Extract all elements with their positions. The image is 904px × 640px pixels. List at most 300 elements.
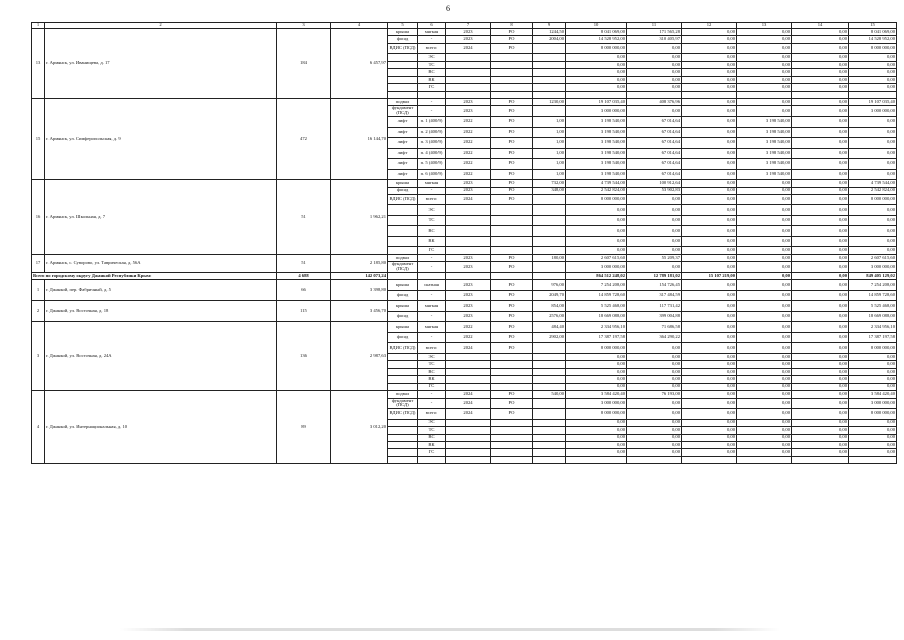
cost-col14-cell: 0,00 — [792, 391, 849, 398]
quantity-cell: 2049,70 — [533, 290, 566, 301]
total-v10: 864 512 248,02 — [566, 272, 627, 279]
work-detail-cell: ГС — [418, 449, 446, 456]
total-cost-cell: 14 859 728,60 — [566, 290, 627, 301]
quantity-cell — [533, 43, 566, 54]
cost-col15-cell: 8 000 000,00 — [849, 409, 897, 420]
cost-col13-cell: 0,00 — [737, 205, 792, 216]
source-cell: РО — [491, 127, 533, 138]
year-cell: 2022 — [446, 127, 491, 138]
cost-col12-cell: 0,00 — [682, 54, 737, 61]
total-cost-cell: 2 334 956,10 — [566, 322, 627, 333]
quantity-cell — [533, 353, 566, 360]
cost-col13-cell: 0,00 — [737, 180, 792, 187]
work-detail-cell: ГС — [418, 247, 446, 254]
source-cell: РО — [491, 169, 533, 180]
source-cell — [491, 427, 533, 434]
apartments-cell: 184 — [277, 29, 331, 99]
area-cell: 3 456,70 — [331, 301, 388, 322]
work-detail-cell: всего: — [418, 43, 446, 54]
cost-col14-cell: 0,00 — [792, 69, 849, 76]
cost-col14-cell: 0,00 — [792, 262, 849, 273]
source-cell — [491, 226, 533, 237]
quantity-cell — [533, 236, 566, 247]
cost-col15-cell: 3 000 000,00 — [849, 106, 897, 117]
source-cell: РО — [491, 409, 533, 420]
cost-col14-cell: 0,00 — [792, 43, 849, 54]
cost-col15-cell: 14 528 952,00 — [849, 36, 897, 43]
quantity-cell — [533, 449, 566, 456]
year-cell — [446, 61, 491, 68]
apartments-cell: 115 — [277, 301, 331, 322]
table-body — [32, 23, 897, 464]
cost-col11-cell: 0,00 — [627, 353, 682, 360]
address-cell: г. Армянск, ул. Иванищева, д. 17 — [45, 29, 277, 99]
cost-col14-cell: 0,00 — [792, 398, 849, 409]
cost-col13-cell: 0,00 — [737, 226, 792, 237]
cost-col11-cell: 0,00 — [627, 434, 682, 441]
cost-col15-cell: 0,00 — [849, 368, 897, 375]
cost-col15-cell: 3 584 420,40 — [849, 391, 897, 398]
total-v13: 0,00 — [737, 272, 792, 279]
total-cost-cell: 0,00 — [566, 449, 627, 456]
cost-col14-cell: 0,00 — [792, 180, 849, 187]
work-type-cell — [388, 54, 418, 61]
cost-col13-cell: 3 198 540,00 — [737, 169, 792, 180]
cost-col14-cell — [792, 456, 849, 463]
cost-col13-cell: 3 198 540,00 — [737, 127, 792, 138]
work-type-cell: подвал — [388, 254, 418, 261]
total-cost-cell: 3 000 000,00 — [566, 106, 627, 117]
cost-col11-cell: 67 014,64 — [627, 169, 682, 180]
work-detail-cell: ТС — [418, 61, 446, 68]
cost-col12-cell: 0,00 — [682, 247, 737, 254]
cost-col13-cell: 0,00 — [737, 343, 792, 354]
empty-cell — [491, 272, 533, 279]
cost-col14-cell: 0,00 — [792, 368, 849, 375]
work-type-cell — [388, 383, 418, 390]
total-cost-cell: 0,00 — [566, 376, 627, 383]
cost-col14-cell: 0,00 — [792, 205, 849, 216]
cost-col14-cell: 0,00 — [792, 106, 849, 117]
work-type-cell — [388, 69, 418, 76]
total-cost-cell: 0,00 — [566, 427, 627, 434]
work-type-cell: лифт — [388, 169, 418, 180]
source-cell: РО — [491, 398, 533, 409]
total-cost-cell: 3 000 000,00 — [566, 398, 627, 409]
work-type-cell — [388, 361, 418, 368]
source-cell — [491, 215, 533, 226]
work-detail-cell: ВС — [418, 69, 446, 76]
row-number: 17 — [32, 254, 45, 272]
row-number: 2 — [32, 301, 45, 322]
cost-col12-cell: 0,00 — [682, 236, 737, 247]
table-row — [32, 301, 897, 312]
work-type-cell: ВДИС (ПСД) — [388, 194, 418, 205]
cost-col12-cell: 0,00 — [682, 36, 737, 43]
cost-col11-cell: 0,00 — [627, 247, 682, 254]
year-cell — [446, 69, 491, 76]
empty-cell — [446, 272, 491, 279]
cost-col15-cell: 0,00 — [849, 84, 897, 91]
source-cell — [491, 456, 533, 463]
total-apartments: 4 688 — [277, 272, 331, 279]
quantity-cell — [533, 226, 566, 237]
work-detail-cell: мягкая — [418, 180, 446, 187]
area-cell: 2 185,80 — [331, 254, 388, 272]
cost-col11-cell: 0,00 — [627, 84, 682, 91]
apartments-cell: 136 — [277, 322, 331, 391]
cost-col12-cell: 0,00 — [682, 332, 737, 343]
col-header: 15 — [849, 23, 897, 29]
source-cell: РО — [491, 311, 533, 322]
work-detail-cell: всего: — [418, 343, 446, 354]
total-cost-cell: 0,00 — [566, 419, 627, 426]
cost-col11-cell: 0,00 — [627, 409, 682, 420]
empty-cell — [533, 272, 566, 279]
work-detail-cell: ВС — [418, 368, 446, 375]
work-detail-cell: ВК — [418, 441, 446, 448]
cost-col11-cell: 0,00 — [627, 194, 682, 205]
total-cost-cell: 18 669 088,00 — [566, 311, 627, 322]
work-type-cell: лифт — [388, 127, 418, 138]
cost-col15-cell: 0,00 — [849, 215, 897, 226]
cost-col15-cell: 0,00 — [849, 353, 897, 360]
quantity-cell — [533, 61, 566, 68]
cost-col11-cell: 0,00 — [627, 441, 682, 448]
cost-col14-cell: 0,00 — [792, 187, 849, 194]
cost-col12-cell: 0,00 — [682, 322, 737, 333]
cost-col12-cell: 0,00 — [682, 159, 737, 170]
cost-col14-cell: 0,00 — [792, 409, 849, 420]
cost-col11-cell: 0,00 — [627, 343, 682, 354]
year-cell — [446, 84, 491, 91]
source-cell: РО — [491, 43, 533, 54]
work-detail-cell: ГС — [418, 383, 446, 390]
table-row — [32, 254, 897, 261]
col-header: 1 — [32, 23, 45, 29]
cost-col12-cell: 0,00 — [682, 84, 737, 91]
cost-col13-cell: 0,00 — [737, 434, 792, 441]
total-cost-cell: 8 000 000,00 — [566, 43, 627, 54]
cost-col12-cell: 0,00 — [682, 391, 737, 398]
cost-col11-cell: 364 290,22 — [627, 332, 682, 343]
cost-col14-cell: 0,00 — [792, 254, 849, 261]
source-cell — [491, 205, 533, 216]
cost-col13-cell: 0,00 — [737, 322, 792, 333]
work-type-cell: лифт — [388, 138, 418, 149]
cost-col13-cell: 0,00 — [737, 353, 792, 360]
quantity-cell: 976,00 — [533, 280, 566, 291]
work-detail-cell: ВС — [418, 434, 446, 441]
cost-col15-cell: 19 107 035,40 — [849, 99, 897, 106]
cost-col14-cell: 0,00 — [792, 322, 849, 333]
quantity-cell — [533, 441, 566, 448]
source-cell — [491, 376, 533, 383]
work-type-cell — [388, 84, 418, 91]
cost-col15-cell: 0,00 — [849, 148, 897, 159]
table-row — [32, 280, 897, 291]
quantity-cell — [533, 205, 566, 216]
year-cell — [446, 434, 491, 441]
row-number: 4 — [32, 391, 45, 464]
cost-col15-cell: 4 739 544,00 — [849, 180, 897, 187]
col-header: 11 — [627, 23, 682, 29]
total-label: Всего по городскому округу Джанкой Республики Крым: — [32, 272, 277, 279]
table-row — [32, 180, 897, 187]
quantity-cell — [533, 456, 566, 463]
source-cell: РО — [491, 148, 533, 159]
cost-col15-cell: 0,00 — [849, 427, 897, 434]
cost-col11-cell: 0,00 — [627, 419, 682, 426]
year-cell: 2023 — [446, 290, 491, 301]
work-detail-cell: п. 5 (400/9) — [418, 159, 446, 170]
cost-col13-cell: 3 198 540,00 — [737, 148, 792, 159]
work-detail-cell: ЭС — [418, 205, 446, 216]
cost-col15-cell: 0,00 — [849, 169, 897, 180]
year-cell — [446, 368, 491, 375]
work-type-cell: фасад — [388, 332, 418, 343]
cost-col13-cell: 3 198 540,00 — [737, 138, 792, 149]
work-detail-cell: п. 2 (400/9) — [418, 127, 446, 138]
year-cell — [446, 419, 491, 426]
col-header: 14 — [792, 23, 849, 29]
cost-col13-cell: 0,00 — [737, 398, 792, 409]
cost-col11-cell: 53 902,83 — [627, 187, 682, 194]
year-cell — [446, 376, 491, 383]
total-cost-cell: 3 198 540,00 — [566, 159, 627, 170]
total-v14: 0,00 — [792, 272, 849, 279]
quantity-cell: 2576,00 — [533, 311, 566, 322]
cost-col15-cell: 0,00 — [849, 54, 897, 61]
cost-col12-cell: 0,00 — [682, 106, 737, 117]
cost-col11-cell: 0,00 — [627, 76, 682, 83]
source-cell: РО — [491, 99, 533, 106]
quantity-cell — [533, 383, 566, 390]
work-type-cell — [388, 427, 418, 434]
total-cost-cell: 0,00 — [566, 84, 627, 91]
scan-artifact — [120, 628, 780, 631]
work-detail-cell: мягкая — [418, 322, 446, 333]
cost-col13-cell: 0,00 — [737, 29, 792, 36]
cost-col11-cell: 0,00 — [627, 376, 682, 383]
quantity-cell — [533, 69, 566, 76]
cost-col12-cell: 0,00 — [682, 99, 737, 106]
cost-col15-cell: 0,00 — [849, 226, 897, 237]
year-cell — [446, 441, 491, 448]
quantity-cell — [533, 343, 566, 354]
total-v12: 15 107 219,00 — [682, 272, 737, 279]
source-cell — [491, 236, 533, 247]
total-cost-cell: 3 198 540,00 — [566, 148, 627, 159]
total-cost-cell: 8 041 069,00 — [566, 29, 627, 36]
cost-col13-cell — [737, 456, 792, 463]
total-cost-cell: 0,00 — [566, 441, 627, 448]
work-type-cell: подвал — [388, 99, 418, 106]
work-type-cell — [388, 215, 418, 226]
row-number: 3 — [32, 322, 45, 391]
source-cell: РО — [491, 194, 533, 205]
cost-col12-cell: 0,00 — [682, 69, 737, 76]
quantity-cell — [533, 368, 566, 375]
source-cell — [491, 441, 533, 448]
work-type-cell: ВДИС (ПСД) — [388, 409, 418, 420]
work-detail-cell: мягкая — [418, 301, 446, 312]
cost-col12-cell: 0,00 — [682, 205, 737, 216]
year-cell — [446, 427, 491, 434]
cost-col14-cell: 0,00 — [792, 194, 849, 205]
cost-col15-cell: 8 000 000,00 — [849, 194, 897, 205]
cost-col13-cell: 0,00 — [737, 106, 792, 117]
cost-col12-cell: 0,00 — [682, 127, 737, 138]
cost-col11-cell: 0,00 — [627, 106, 682, 117]
source-cell: РО — [491, 106, 533, 117]
quantity-cell: 732,00 — [533, 180, 566, 187]
total-cost-cell: 5 525 468,00 — [566, 301, 627, 312]
cost-col11-cell: 0,00 — [627, 449, 682, 456]
cost-col14-cell: 0,00 — [792, 353, 849, 360]
cost-col15-cell: 7 254 208,00 — [849, 280, 897, 291]
work-type-cell — [388, 434, 418, 441]
work-type-cell — [388, 91, 418, 98]
work-detail-cell: - — [418, 332, 446, 343]
cost-col15-cell: 8 041 069,00 — [849, 29, 897, 36]
cost-col12-cell: 0,00 — [682, 280, 737, 291]
cost-col12-cell: 0,00 — [682, 254, 737, 261]
quantity-cell: 1,00 — [533, 117, 566, 128]
cost-col15-cell: 0,00 — [849, 236, 897, 247]
work-type-cell: крыша — [388, 301, 418, 312]
cost-col13-cell: 0,00 — [737, 84, 792, 91]
cost-col14-cell: 0,00 — [792, 311, 849, 322]
quantity-cell: 1230,00 — [533, 99, 566, 106]
cost-col15-cell: 0,00 — [849, 247, 897, 254]
cost-col15-cell: 8 000 000,00 — [849, 43, 897, 54]
work-type-cell: крыша — [388, 322, 418, 333]
cost-col13-cell: 0,00 — [737, 361, 792, 368]
source-cell: РО — [491, 262, 533, 273]
table-row — [32, 99, 897, 106]
cost-col13-cell — [737, 91, 792, 98]
cost-col12-cell: 0,00 — [682, 180, 737, 187]
work-type-cell — [388, 61, 418, 68]
cost-col11-cell: 0,00 — [627, 43, 682, 54]
cost-col15-cell: 3 000 000,00 — [849, 398, 897, 409]
work-detail-cell — [418, 91, 446, 98]
year-cell: 2022 — [446, 138, 491, 149]
source-cell: РО — [491, 117, 533, 128]
work-type-cell: подвал — [388, 391, 418, 398]
cost-col14-cell: 0,00 — [792, 419, 849, 426]
empty-cell — [418, 272, 446, 279]
quantity-cell: 854,00 — [533, 301, 566, 312]
source-cell — [491, 69, 533, 76]
cost-col11-cell: 67 014,64 — [627, 138, 682, 149]
cost-col15-cell: 2 334 956,10 — [849, 322, 897, 333]
cost-col12-cell: 0,00 — [682, 148, 737, 159]
cost-col11-cell: 310 405,97 — [627, 36, 682, 43]
cost-col14-cell: 0,00 — [792, 236, 849, 247]
table-row — [32, 29, 897, 36]
page-number: 6 — [446, 4, 450, 13]
quantity-cell: 2004,00 — [533, 36, 566, 43]
col-header: 9 — [533, 23, 566, 29]
year-cell — [446, 383, 491, 390]
work-detail-cell: ЭС — [418, 54, 446, 61]
cost-col11-cell: 154 726,45 — [627, 280, 682, 291]
source-cell — [491, 76, 533, 83]
year-cell: 2024 — [446, 409, 491, 420]
area-cell: 2 987,63 — [331, 322, 388, 391]
work-detail-cell: ВК — [418, 236, 446, 247]
work-detail-cell: - — [418, 262, 446, 273]
cost-col14-cell: 0,00 — [792, 280, 849, 291]
quantity-cell — [533, 434, 566, 441]
cost-col15-cell: 0,00 — [849, 159, 897, 170]
col-header: 5 — [388, 23, 418, 29]
cost-col14-cell: 0,00 — [792, 54, 849, 61]
cost-col11-cell: 0,00 — [627, 226, 682, 237]
cost-col11-cell: 55 209,37 — [627, 254, 682, 261]
quantity-cell — [533, 84, 566, 91]
year-cell — [446, 215, 491, 226]
cost-col14-cell: 0,00 — [792, 138, 849, 149]
cost-col11-cell: 0,00 — [627, 368, 682, 375]
year-cell — [446, 456, 491, 463]
cost-col13-cell: 0,00 — [737, 409, 792, 420]
cost-col15-cell: 5 525 468,00 — [849, 301, 897, 312]
cost-col11-cell: 0,00 — [627, 361, 682, 368]
work-type-cell: ВДИС (ПСД) — [388, 43, 418, 54]
source-cell — [491, 61, 533, 68]
cost-col15-cell: 14 859 728,60 — [849, 290, 897, 301]
row-number: 16 — [32, 180, 45, 255]
source-cell — [491, 434, 533, 441]
cost-col13-cell: 0,00 — [737, 290, 792, 301]
year-cell — [446, 91, 491, 98]
cost-col13-cell: 0,00 — [737, 76, 792, 83]
total-cost-cell: 0,00 — [566, 226, 627, 237]
row-number: 15 — [32, 99, 45, 180]
work-detail-cell: - — [418, 311, 446, 322]
work-detail-cell: - — [418, 391, 446, 398]
quantity-cell — [533, 54, 566, 61]
cost-col15-cell: 2 542 824,00 — [849, 187, 897, 194]
work-type-cell: крыша — [388, 180, 418, 187]
total-cost-cell: 7 254 208,00 — [566, 280, 627, 291]
total-cost-cell: 17 387 197,58 — [566, 332, 627, 343]
cost-col14-cell: 0,00 — [792, 99, 849, 106]
cost-col12-cell: 0,00 — [682, 398, 737, 409]
cost-col12-cell: 0,00 — [682, 169, 737, 180]
quantity-cell — [533, 106, 566, 117]
total-cost-cell: 2 542 824,00 — [566, 187, 627, 194]
cost-col13-cell: 0,00 — [737, 301, 792, 312]
cost-col12-cell: 0,00 — [682, 368, 737, 375]
year-cell: 2024 — [446, 43, 491, 54]
empty-cell — [388, 272, 418, 279]
cost-col11-cell: 408 376,96 — [627, 99, 682, 106]
total-cost-cell: 3 000 000,00 — [566, 262, 627, 273]
total-cost-cell: 0,00 — [566, 434, 627, 441]
total-v11: 12 789 181,02 — [627, 272, 682, 279]
quantity-cell — [533, 76, 566, 83]
row-number: 1 — [32, 280, 45, 301]
work-detail-cell: п. 3 (400/9) — [418, 138, 446, 149]
work-detail-cell: всего: — [418, 409, 446, 420]
cost-col12-cell: 0,00 — [682, 194, 737, 205]
work-type-cell: фундамент (ПСД) — [388, 262, 418, 273]
cost-col14-cell: 0,00 — [792, 36, 849, 43]
